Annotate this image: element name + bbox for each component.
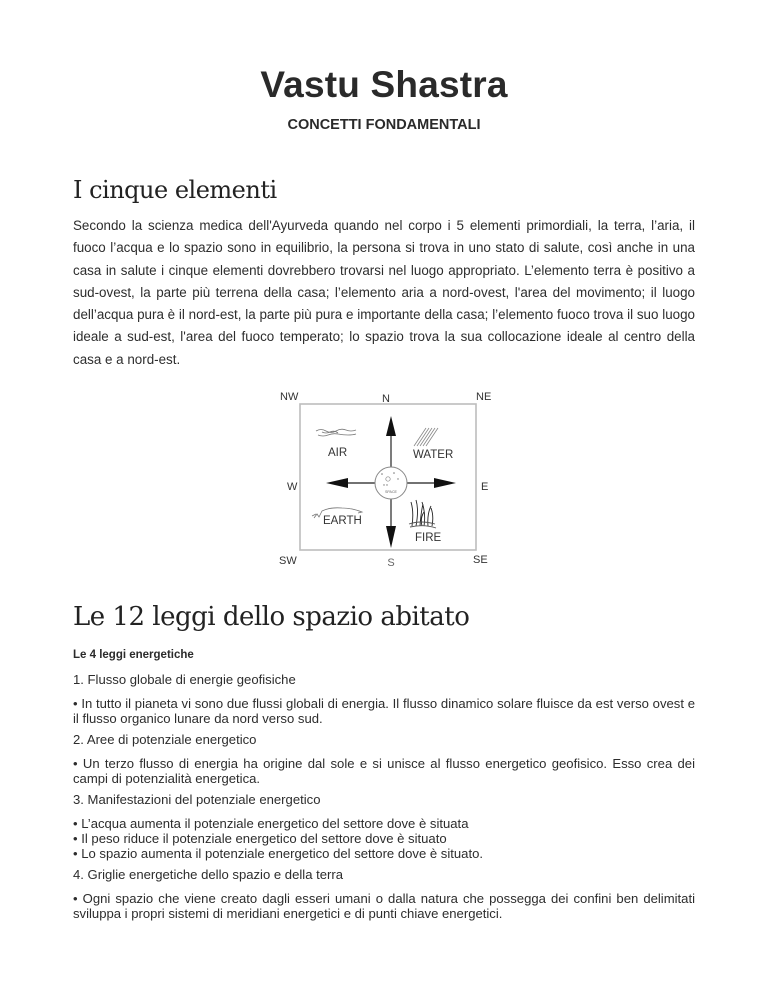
direction-label-ne: NE <box>476 391 492 403</box>
space-label: SPACE <box>385 490 397 494</box>
law-body <box>73 816 695 861</box>
air-label: AIR <box>328 447 348 459</box>
space-element-icon <box>375 467 407 499</box>
law-body <box>73 756 695 786</box>
fire-element-icon <box>409 500 436 528</box>
energy-laws-list <box>73 672 695 927</box>
law-title: 4. Griglie energetiche dello spazio e della terra <box>73 867 344 882</box>
law-bullet: • Il peso riduce il potenziale energetico del settore dove è situato <box>73 831 447 846</box>
law-item <box>73 867 695 921</box>
north-arrow-icon <box>386 416 396 436</box>
law-bullet: • Un terzo flusso di energia ha origine dal sole e si unisce al flusso energetico geofisico. Esso crea dei campi di potenzialità energetica. <box>73 756 695 786</box>
five-elements-diagram <box>276 386 496 570</box>
law-item <box>73 792 695 861</box>
direction-label-se: SE <box>473 554 488 566</box>
intro-paragraph: Secondo la scienza medica dell'Ayurveda quando nel corpo i 5 elementi primordiali, la terra, l’aria, il fuoco l’acqua e lo spazio sono in equilibrio, la persona si trova in uno stato di salute, così anche in una casa in salute i cinque elementi dovrebbero trovarsi nel luogo appropriato. L’elemento terra è positivo a sud-ovest, la parte più terrena della casa; l’elemento aria a nord-ovest, l'area del movimento; il luogo dell’acqua pura è il nord-est, la parte più pura e importante della casa; l’elemento fuoco trova il suo luogo ideale a sud-est, l'area del fuoco temperato; lo spazio trova la sua collocazione ideale al centro della casa e a nord-est. <box>73 218 695 367</box>
air-element-icon <box>316 429 356 436</box>
law-title: 1. Flusso globale di energie geofisiche <box>73 672 296 687</box>
east-arrow-icon <box>434 478 456 488</box>
law-item <box>73 732 695 786</box>
law-bullet: • Lo spazio aumenta il potenziale energetico del settore dove è situato. <box>73 846 484 861</box>
law-bullet: • In tutto il pianeta vi sono due flussi globali di energia. Il flusso dinamico solare fluisce da est verso ovest e il flusso organico lunare da nord verso sud. <box>73 696 695 726</box>
earth-label: EARTH <box>323 515 362 527</box>
law-title: 2. Aree di potenziale energetico <box>73 732 257 747</box>
law-bullet: • L’acqua aumenta il potenziale energetico del settore dove è situata <box>73 816 469 831</box>
document-title: Vastu Shastra <box>260 64 508 105</box>
subheading-4-leggi-energetiche: Le 4 leggi energetiche <box>73 649 194 661</box>
direction-label-s: S <box>387 557 395 569</box>
south-arrow-icon <box>386 526 396 548</box>
section-heading-cinque-elementi: I cinque elementi <box>73 176 277 204</box>
direction-label-nw: NW <box>280 391 299 403</box>
law-title: 3. Manifestazioni del potenziale energetico <box>73 792 321 807</box>
law-body <box>73 696 695 726</box>
direction-label-n: N <box>382 393 390 405</box>
document-subtitle: CONCETTI FONDAMENTALI <box>287 117 481 133</box>
direction-label-w: W <box>287 481 298 493</box>
law-body <box>73 891 695 921</box>
law-bullet: • Ogni spazio che viene creato dagli esseri umani o dalla natura che possegga dei confini ben delimitati sviluppa i propri sistemi di meridiani energetici e di punti chiave energetici. <box>73 891 695 921</box>
fire-label: FIRE <box>415 532 442 544</box>
section-heading-12-leggi: Le 12 leggi dello spazio abitato <box>73 602 470 632</box>
direction-label-sw: SW <box>279 555 297 567</box>
law-item <box>73 672 695 726</box>
direction-label-e: E <box>481 481 489 493</box>
water-label: WATER <box>413 449 454 461</box>
water-element-icon <box>414 428 438 446</box>
west-arrow-icon <box>326 478 348 488</box>
